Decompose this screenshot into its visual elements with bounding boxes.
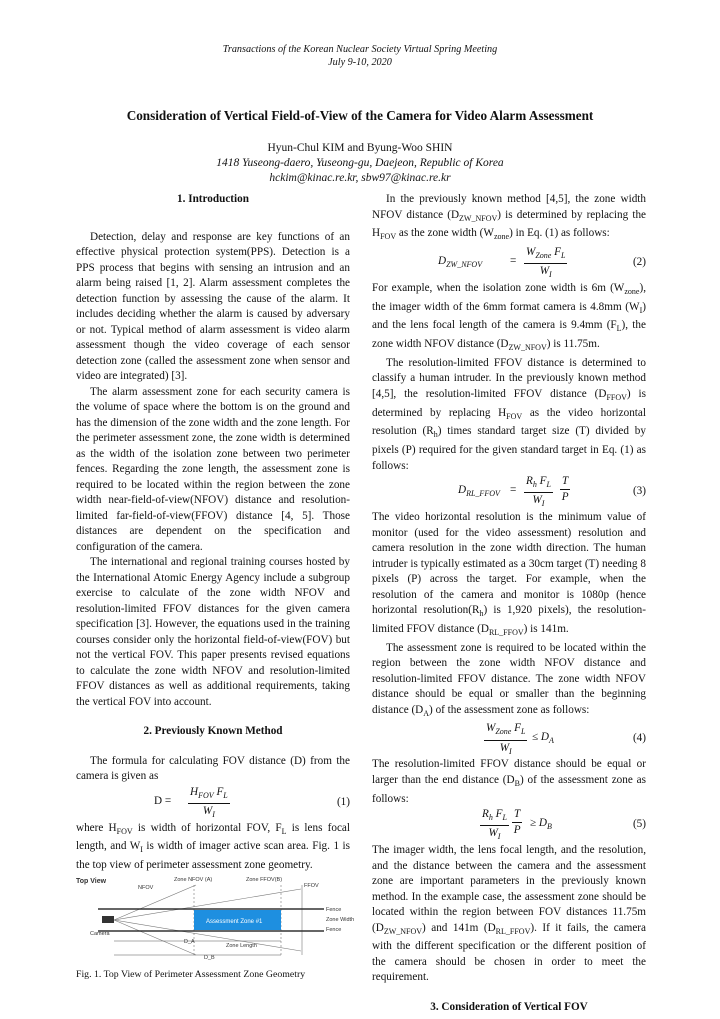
fig-label-nfov: NFOV [138, 885, 154, 892]
equation-1: D = $H_{FOV}$ $F_L$ $W_I$ (1) [154, 785, 350, 819]
paragraph: For example, when the isolation zone width is 6m $(W_{zone})$, the imager width of the 6mm format camera is 4.8mm $(W_I)$ and the lens focal length of the camera is 9.4mm $(F_L)$, the zone width NFOV distance $(D_{ZW\_NFOV})$ is 11.75m. [372, 281, 646, 353]
paragraph: The formula for calculating FOV distance (D) from the camera is given as [76, 754, 350, 782]
fig-label-camera: Camera [90, 931, 110, 938]
equation-number: (3) [632, 485, 646, 498]
fig-label-zone-length: Zone Length [226, 943, 257, 950]
fig-label-zone-width: Zone Width [326, 917, 355, 924]
equation-5: $\frac{R_h F_L}{W_I}$ $\frac{T}{P}$ ≥ $D_B$ (5) [482, 808, 646, 842]
equation-4: $W_{Zone}$ $F_L$ $W_I$ ≤ $D_A$ (4) [486, 722, 646, 756]
header-line2: July 9-10, 2020 [328, 57, 392, 68]
paragraph: The resolution-limited FFOV distance should be equal or larger than the end distance $(D_B)$ of the assessment zone as follows: [372, 758, 646, 805]
equation-3: $D_{RL\_FFOV}$ = $\frac{R_h F_L}{W_I}$ $\frac{T}{P}$ (3) [458, 475, 646, 509]
fig-label-fence2: Fence [326, 927, 342, 934]
paragraph: The imager width, the lens focal length, and the resolution, and the distance between the camera and the assessment zone are important parameters in the previously known method. In the example case, the assessment zone should be located within the region between FOV distances 11.75m $(D_{ZW\_NFOV})$ and 141m $(D_{RL\_FFOV})$. If it fails, the camera with the different specification or the different position of the camera should be chosen in order to meet the requirement. [372, 844, 646, 984]
paragraph: The alarm assessment zone for each security camera is the volume of space where the bottom is on the ground and has the dimension of the zone width and the zone length. For the perimeter assessment zone, the zone width is determined as the width of the isolation zone between two perimeter fences. Regarding the zone length, the assessment zone is required to be located within the region between the zone width near-field-of-view(NFOV) distance and resolution-limited far-field-of-view(FFOV) distance [4, 5]. Those distances are dependent on the specification and configuration of the camera. [76, 385, 350, 553]
author-names: Hyun-Chul KIM and Byung-Woo SHIN [267, 142, 453, 154]
paragraph: The international and regional training courses hosted by the International Atomic Energy Agency include a subgroup exercise to calculate of the zone width NFOV and resolution-limited FFOV distances for the given camera specification [3]. However, the equations used in the training courses consider only the horizontal field-of-view(FOV) but not the vertical FOV. This paper presents revised equations to calculate the zone width NFOV and resolution-limited FFOV distances as well as additional requirements, taking the vertical FOV into account. [76, 556, 350, 708]
fig-label-zone: Assessment Zone #1 [206, 919, 263, 926]
section-heading-previous-method: 2. Previously Known Method [143, 725, 283, 737]
paragraph: where $H_{FOV}$ is width of horizontal FOV, $F_L$ is lens focal length, and $W_I$ is width of imager active scan area. Fig. 1 is the top view of perimeter assessment zone geometry. [76, 821, 351, 871]
author-emails: hckim@kinac.re.kr, sbw97@kinac.re.kr [269, 172, 451, 184]
fig-label-ffov: FFOV [304, 883, 319, 890]
left-column [76, 192, 355, 983]
paragraph: The resolution-limited FFOV distance is determined to classify a human intruder. In the previously known method [4,5], the resolution-limited FFOV distance $(D_{FFOV})$ is determined by replacing $H_{FOV}$ as the video horizontal resolution $(R_h)$ times standard target size (T) divided by pixels (P) required for the given standard target in Eq. (1) as follows: [372, 356, 646, 472]
section-heading-introduction: 1. Introduction [177, 193, 249, 205]
fig-label-da: D_A [184, 939, 195, 946]
paragraph: Detection, delay and response are key functions of an effective physical protection system(PPS). Detection is a PPS process that begins with sensing an intrusion and an alarm being raised [1, 2]. Alarm assessment completes the detection function by assessing the cause of the alarm. It includes deciding whether the alarm is caused by adversary or not. Typical method of alarm assessment is video alarm assessment though the video coverage of each sensor detection zone (called the assessment zone when sensor and video are integrated) [3]. [76, 230, 350, 382]
fig-label-topview: Top View [76, 878, 107, 886]
paper-title: Consideration of Vertical Field-of-View of the Camera for Video Alarm Assessment [126, 108, 594, 123]
author-address: 1418 Yuseong-daero, Yuseong-gu, Daejeon, Republic of Korea [216, 157, 504, 169]
equation-number: (5) [632, 818, 646, 831]
fig-label-fence1: Fence [326, 907, 342, 914]
equation-number: (4) [632, 732, 646, 745]
camera-icon [102, 916, 114, 923]
section-heading-vertical-fov: 3. Consideration of Vertical FOV [430, 1000, 588, 1013]
equation-2: $D_{ZW\_NFOV}$ = $W_{Zone}$ $F_L$ $W_I$ (2) [438, 245, 646, 280]
figure-top-view [76, 875, 355, 963]
paragraph: In the previously known method [4,5], the zone width NFOV distance $(D_{ZW\_NFOV})$ is determined by replacing the $H_{FOV}$ as the zone width $(W_{zone})$ in Eq. (1) as follows: [372, 193, 647, 242]
fig-label-zone-ffov: Zone FFOV(B) [246, 877, 283, 884]
equation-number: (1) [336, 795, 350, 808]
header-line1: Transactions of the Korean Nuclear Society Virtual Spring Meeting [222, 44, 498, 55]
paragraph: The video horizontal resolution is the minimum value of monitor (used for the video assessment) resolution and camera resolution in the zone width direction. The human intruder is typically estimated as a 30cm target (T) needing 8 pixels (P) across the target. For example, when the resolution of the camera and monitor is 1080p (hence horizontal $resolution(R_h)$ is 1,920 pixels), the resolution-limited FFOV distance $(D_{RL\_FFOV})$ is 141m. [372, 511, 646, 638]
right-column [372, 192, 646, 1015]
equation-number: (2) [632, 255, 646, 268]
paragraph: The assessment zone is required to be located within the region between the zone width NFOV distance and resolution-limited FFOV distance. The zone width NFOV distance should be equal or smaller than the beginning distance $(D_A)$ of the assessment zone as follows: [372, 641, 646, 718]
fig-label-zone-nfov: Zone NFOV (A) [174, 877, 213, 884]
figure-caption: Fig. 1. Top View of Perimeter Assessment Zone Geometry [76, 969, 306, 981]
fig-label-db: D_B [204, 955, 215, 962]
